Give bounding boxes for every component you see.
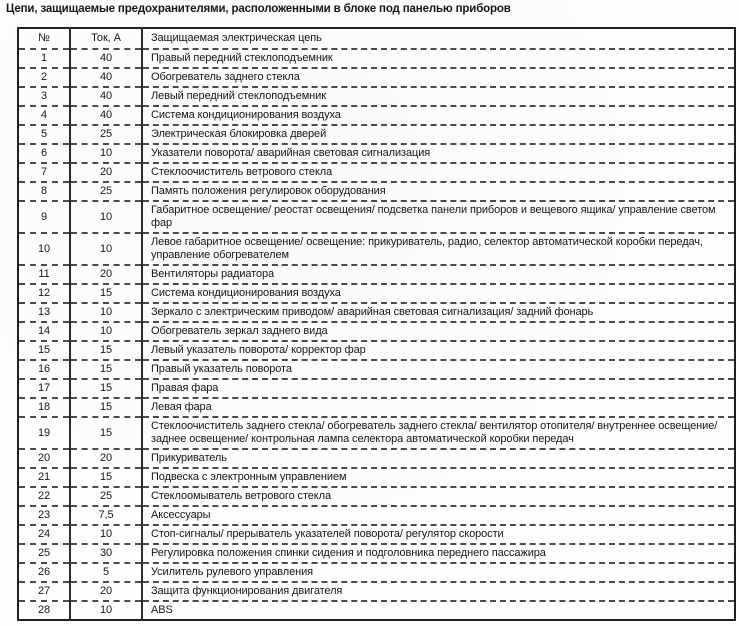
table-row	[18, 265, 735, 284]
table-row	[18, 303, 735, 322]
amperage-cell: 40	[70, 68, 142, 87]
table-row	[18, 601, 735, 620]
fuse-number-cell: 25	[18, 544, 70, 563]
table-header-row	[18, 28, 735, 49]
fuse-number-cell: 9	[18, 201, 70, 233]
table-row	[18, 87, 735, 106]
fuse-number-cell: 3	[18, 87, 70, 106]
amperage-cell: 15	[70, 341, 142, 360]
fuse-number-cell: 8	[18, 182, 70, 201]
fuse-number-cell: 20	[18, 449, 70, 468]
fuse-table-body	[18, 49, 735, 620]
circuit-cell: Стоп-сигналы/ прерыватель указателей поворота/ регулятор скорости	[142, 525, 735, 544]
amperage-cell: 20	[70, 449, 142, 468]
table-row	[18, 544, 735, 563]
circuit-cell: ABS	[142, 601, 735, 620]
amperage-cell: 15	[70, 398, 142, 417]
fuse-number-cell: 13	[18, 303, 70, 322]
circuit-cell: Левый указатель поворота/ корректор фар	[142, 341, 735, 360]
table-row	[18, 233, 735, 265]
table-row	[18, 284, 735, 303]
table-row	[18, 398, 735, 417]
fuse-number-cell: 14	[18, 322, 70, 341]
fuse-number-cell: 27	[18, 582, 70, 601]
fuse-number-cell: 16	[18, 360, 70, 379]
amperage-cell: 10	[70, 233, 142, 265]
fuse-number-cell: 23	[18, 506, 70, 525]
amperage-cell: 40	[70, 49, 142, 68]
circuit-cell: Аксессуары	[142, 506, 735, 525]
circuit-cell: Вентиляторы радиатора	[142, 265, 735, 284]
fuse-number-cell: 7	[18, 163, 70, 182]
circuit-cell: Подвеска с электронным управлением	[142, 468, 735, 487]
amperage-cell: 7,5	[70, 506, 142, 525]
table-row	[18, 322, 735, 341]
fuse-number-cell: 28	[37, 604, 51, 616]
amperage-cell: 10	[70, 601, 142, 620]
amperage-cell: 20	[70, 265, 142, 284]
table-row	[18, 49, 735, 68]
fuse-number-cell: 12	[18, 284, 70, 303]
fuse-number-cell: 15	[18, 341, 70, 360]
circuit-cell: Защита функционирования двигателя	[142, 582, 735, 601]
table-row	[18, 449, 735, 468]
circuit-cell: Усилитель рулевого управления	[142, 563, 735, 582]
table-row	[18, 487, 735, 506]
circuit-cell: Стеклоочиститель заднего стекла/ обогреватель заднего стекла/ вентилятор отопителя/ внутреннее освещение/ заднее освещение/ контрольная лампа селектора автоматической коробки передач	[142, 417, 735, 449]
amperage-cell: 20	[70, 582, 142, 601]
amperage-cell: 25	[70, 487, 142, 506]
circuit-cell: Стеклоочиститель ветрового стекла	[142, 163, 735, 182]
fuse-number-cell: 24	[18, 525, 70, 544]
table-row	[18, 341, 735, 360]
table-row	[18, 506, 735, 525]
circuit-cell: Правый передний стеклоподъемник	[142, 49, 735, 68]
table-row	[18, 525, 735, 544]
table-row	[18, 125, 735, 144]
circuit-cell: Система кондиционирования воздуха	[142, 284, 735, 303]
fuse-number-cell: 18	[18, 398, 70, 417]
table-row	[18, 417, 735, 449]
amperage-cell: 30	[70, 544, 142, 563]
amperage-cell: 15	[70, 417, 142, 449]
circuit-cell: Указатели поворота/ аварийная световая сигнализация	[142, 144, 735, 163]
table-row	[18, 379, 735, 398]
column-header-number: №	[18, 28, 70, 49]
amperage-cell: 25	[70, 182, 142, 201]
table-row	[18, 582, 735, 601]
circuit-cell: Правый указатель поворота	[142, 360, 735, 379]
circuit-cell: Обогреватель зеркал заднего вида	[142, 322, 735, 341]
circuit-cell: Зеркало с электрическим приводом/ аварийная световая сигнализация/ задний фонарь	[142, 303, 735, 322]
table-row	[18, 68, 735, 87]
table-row	[18, 468, 735, 487]
table-row	[18, 201, 735, 233]
circuit-cell: Габаритное освещение/ реостат освещения/ подсветка панели приборов и вещевого ящика/ управление светом фар	[142, 201, 735, 233]
circuit-cell: Память положения регулировок оборудования	[142, 182, 735, 201]
circuit-cell: Правая фара	[142, 379, 735, 398]
table-row	[18, 563, 735, 582]
amperage-cell: 15	[70, 360, 142, 379]
fuse-number-cell: 1	[18, 49, 70, 68]
circuit-cell: Обогреватель заднего стекла	[142, 68, 735, 87]
circuit-cell: Прикуриватель	[142, 449, 735, 468]
amperage-cell: 10	[70, 201, 142, 233]
column-header-amperage: Ток, А	[70, 28, 142, 49]
table-row	[18, 144, 735, 163]
amperage-cell: 10	[70, 303, 142, 322]
fuse-number-cell: 11	[18, 265, 70, 284]
circuit-cell: Левое габаритное освещение/ освещение: прикуриватель, радио, селектор автоматической коробки передач, управление обогревателем	[142, 233, 735, 265]
table-row	[18, 106, 735, 125]
amperage-cell: 15	[70, 379, 142, 398]
circuit-cell: Левая фара	[142, 398, 735, 417]
fuse-number-cell: 21	[18, 468, 70, 487]
amperage-cell: 15	[70, 284, 142, 303]
circuit-cell: Левый передний стеклоподъемник	[142, 87, 735, 106]
fuse-number-cell: 5	[18, 125, 70, 144]
fuse-table	[17, 27, 736, 621]
amperage-cell: 20	[70, 163, 142, 182]
amperage-cell: 10	[70, 144, 142, 163]
fuse-number-cell: 19	[18, 417, 70, 449]
table-row	[18, 182, 735, 201]
circuit-cell: Система кондиционирования воздуха	[142, 106, 735, 125]
amperage-cell: 15	[70, 468, 142, 487]
circuit-cell: Регулировка положения спинки сидения и подголовника переднего пассажира	[142, 544, 735, 563]
column-header-circuit: Защищаемая электрическая цепь	[142, 28, 735, 49]
fuse-number-cell: 4	[18, 106, 70, 125]
amperage-cell: 25	[70, 125, 142, 144]
fuse-number-cell: 6	[18, 144, 70, 163]
page-title: Цепи, защищаемые предохранителями, расположенными в блоке под панелью приборов	[6, 3, 511, 15]
fuse-number-cell: 2	[18, 68, 70, 87]
amperage-cell: 10	[70, 525, 142, 544]
circuit-cell: Стеклоомыватель ветрового стекла	[142, 487, 735, 506]
fuse-number-cell: 10	[18, 233, 70, 265]
amperage-cell: 5	[70, 563, 142, 582]
circuit-cell: Электрическая блокировка дверей	[142, 125, 735, 144]
table-row	[18, 360, 735, 379]
amperage-cell: 40	[70, 106, 142, 125]
fuse-number-cell: 17	[18, 379, 70, 398]
table-row	[18, 163, 735, 182]
amperage-cell: 10	[70, 322, 142, 341]
fuse-number-cell: 22	[18, 487, 70, 506]
fuse-number-cell: 26	[18, 563, 70, 582]
amperage-cell: 40	[70, 87, 142, 106]
